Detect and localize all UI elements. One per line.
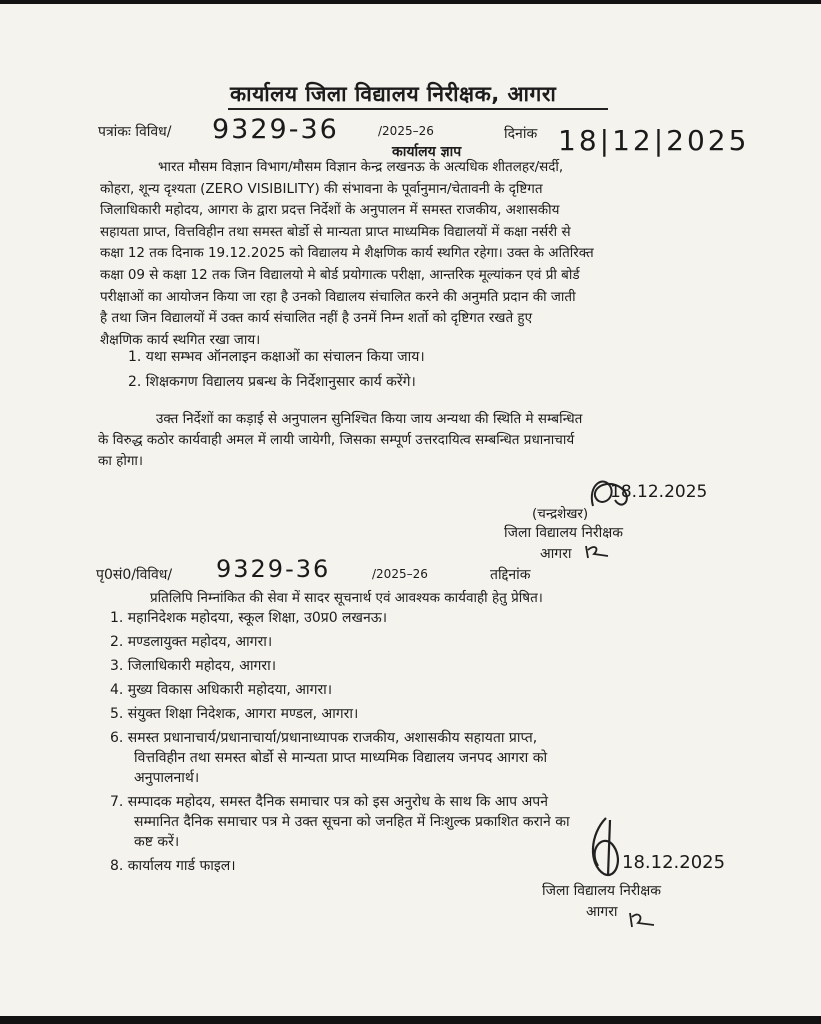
title-underline [228, 108, 608, 110]
body-line: कक्षा 09 से कक्षा 12 तक जिन विद्यालयो मे बोर्ड प्रयोगात्क परीक्षा, आन्तरिक मूल्यांकन एवं प्री बोर्ड [100, 266, 580, 283]
body-line: कोहरा, शून्य दृश्यता (ZERO VISIBILITY) की संभावना के पूर्वानुमान/चेतावनी के दृष्टिगत [100, 180, 543, 197]
compliance-line: उक्त निर्देशों का कड़ाई से अनुपालन सुनिश्चित किया जाय अन्यथा की स्थिति मे सम्बन्धित [156, 411, 583, 427]
copy-date-same: तद्दिनांक [490, 567, 531, 583]
body-line: परीक्षाओं का आयोजन किया जा रहा है उनको विद्यालय संचालित करने की अनुमति प्रदान की जाती [100, 288, 576, 305]
body-line: कक्षा 12 तक दिनाक 19.12.2025 को विद्यालय मे शैक्षणिक कार्य स्थगित रहेगा। उक्त के अतिरिक्त [100, 245, 594, 262]
condition-1: 1. यथा सम्भव ऑनलाइन कक्षाओं का संचालन किया जाय। [128, 349, 425, 365]
copy-list-line: 8. कार्यालय गार्ड फाइल। [110, 858, 236, 874]
ref-year: /2025–26 [378, 124, 434, 138]
copy-ref-year: /2025–26 [372, 567, 428, 581]
signature-date-handwritten-2: 18.12.2025 [622, 852, 726, 873]
ref-prefix: पत्रांकः विविध/ [98, 124, 172, 140]
condition-2: 2. शिक्षकगण विद्यालय प्रबन्ध के निर्देशानुसार कार्य करेंगे। [128, 374, 416, 390]
copy-list-line: 4. मुख्य विकास अधिकारी महोदया, आगरा। [110, 682, 333, 698]
copy-list-item [110, 728, 722, 788]
copy-list-line: 1. महानिदेशक महोदया, स्कूल शिक्षा, उ0प्र0 लखनऊ। [110, 610, 388, 626]
initials-scribble-2 [628, 909, 658, 931]
copy-list-line: 6. समस्त प्रधानाचार्य/प्रधानाचार्या/प्रधानाध्यापक राजकीय, अशासकीय सहायता प्राप्त, [110, 730, 538, 746]
body-line: है तथा जिन विद्यालयों में उक्त कार्य संचालित नहीं है उनमें निम्न शर्तो को दृष्टिगत रखते हुए [100, 310, 533, 327]
office-title: कार्यालय जिला विद्यालय निरीक्षक, आगरा [230, 82, 557, 106]
copy-list-line: 2. मण्डलायुक्त महोदय, आगरा। [110, 634, 273, 650]
signatory-name: (चन्द्रशेखर) [532, 506, 589, 522]
copy-list-line: अनुपालनार्थ। [134, 770, 200, 786]
copy-list-line: वित्तविहीन तथा समस्त बोर्डो से मान्यता प्राप्त माध्यमिक विद्यालय जनपद आगरा को [134, 750, 548, 766]
signatory-designation-1: जिला विद्यालय निरीक्षक [504, 525, 624, 541]
copy-list-item [110, 704, 722, 724]
body-line: शैक्षणिक कार्य स्थगित रखा जाय। [100, 331, 261, 348]
copy-list-line: 3. जिलाधिकारी महोदय, आगरा। [110, 658, 277, 674]
body-line: जिलाधिकारी महोदय, आगरा के द्वारा प्रदत्त निर्देशों के अनुपालन में समस्त राजकीय, अशासकीय [100, 202, 560, 219]
copy-ref-prefix: पृ0सं0/विविध/ [96, 567, 173, 583]
date-label: दिनांक [504, 126, 538, 142]
document-page [0, 4, 821, 1016]
initials-scribble-1 [584, 542, 614, 562]
signature-date-handwritten-1: 18.12.2025 [610, 482, 708, 502]
copy-list-item [110, 608, 722, 628]
compliance-paragraph [98, 409, 722, 472]
copy-list-line: कष्ट करें। [134, 834, 180, 850]
compliance-line: का होगा। [98, 453, 144, 469]
copy-list-line: सम्मानित दैनिक समाचार पत्र मे उक्त सूचना को जनहित में निःशुल्क प्रकाशित कराने का [134, 814, 570, 830]
memo-label: कार्यालय ज्ञाप [392, 144, 462, 160]
compliance-line: के विरुद्ध कठोर कार्यवाही अमल में लायी जायेगी, जिसका सम्पूर्ण उत्तरदायित्व सम्बन्धित प्रधानाचार्य [98, 432, 575, 448]
body-line: सहायता प्राप्त, वित्तविहीन तथा समस्त बोर्डो से मान्यता प्राप्त माध्यमिक विद्यालयों में कक्षा नर्सरी से [100, 223, 571, 240]
copy-list-item [110, 632, 722, 652]
copy-list-item [110, 680, 722, 700]
body-paragraph [100, 157, 722, 351]
copy-ref-number-handwritten: 9329-36 [216, 555, 331, 583]
copy-list-line: 5. संयुक्त शिक्षा निदेशक, आगरा मण्डल, आगरा। [110, 706, 359, 722]
signatory-place-1: आगरा [540, 546, 572, 562]
copy-list-item [110, 656, 722, 676]
date-handwritten: 18|12|2025 [558, 124, 750, 157]
ref-number-handwritten: 9329-36 [212, 114, 339, 145]
copy-list-line: 7. सम्पादक महोदय, समस्त दैनिक समाचार पत्र को इस अनुरोध के साथ कि आप अपने [110, 794, 549, 810]
body-line: भारत मौसम विज्ञान विभाग/मौसम विज्ञान केन्द्र लखनऊ के अत्यधिक शीतलहर/सर्दी, [158, 159, 564, 175]
signatory-place-2: आगरा [586, 904, 618, 920]
signature-scribble-2 [580, 814, 640, 884]
signatory-designation-2: जिला विद्यालय निरीक्षक [542, 883, 662, 899]
copy-intro: प्रतिलिपि निम्नांकित की सेवा में सादर सूचनार्थ एवं आवश्यक कार्यवाही हेतु प्रेषित। [150, 590, 543, 606]
